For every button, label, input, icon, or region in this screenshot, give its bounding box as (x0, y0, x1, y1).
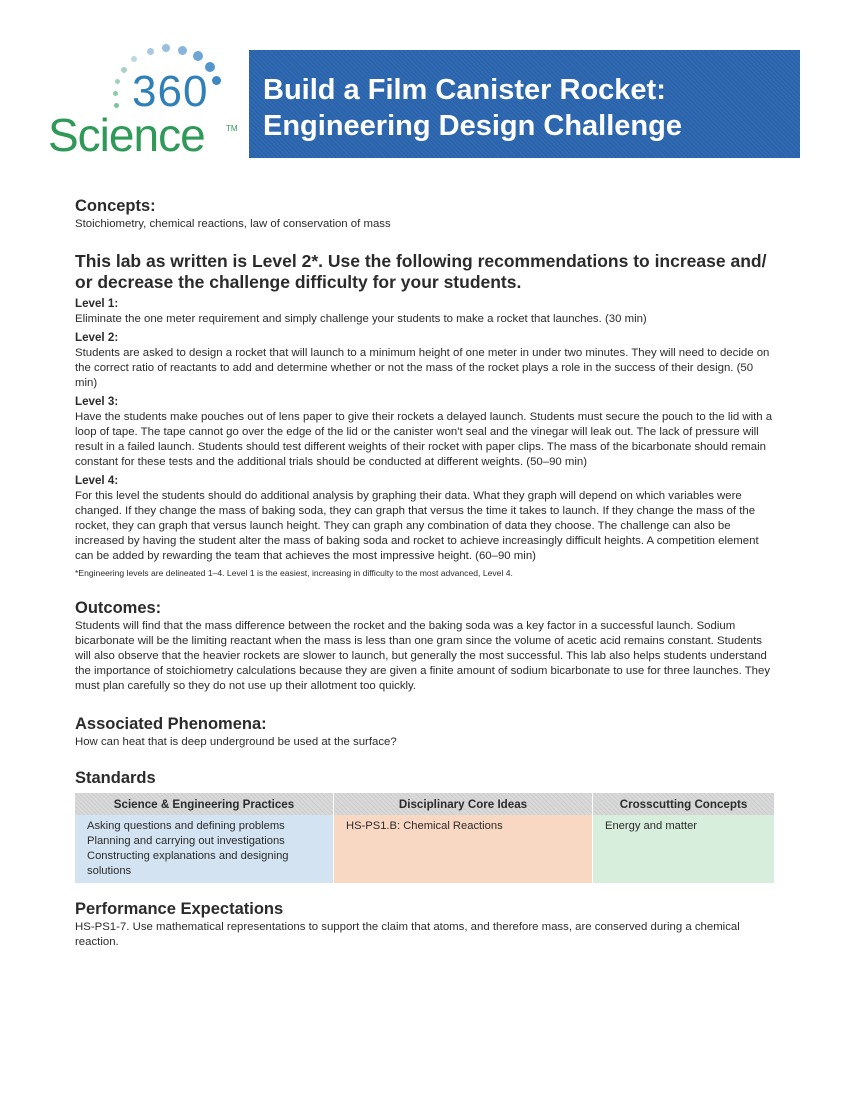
levels-heading-line2: or decrease the challenge difficulty for your students. (75, 272, 522, 292)
levels-heading-line1: This lab as written is Level 2*. Use the following recommendations to increase and/ (75, 251, 767, 271)
logo-dot (147, 48, 154, 55)
table-header-practices: Science & Engineering Practices (75, 793, 334, 815)
title-banner (249, 50, 800, 158)
table-header-crosscutting: Crosscutting Concepts (593, 793, 775, 815)
crosscutting-item: Energy and matter (605, 820, 698, 832)
outcomes-section (75, 598, 775, 694)
logo-wordmark: Science (48, 109, 205, 161)
levels-footnote: *Engineering levels are delineated 1–4. Level 1 is the easiest, increasing in difficulty to the most advanced, Level 4. (75, 568, 513, 578)
logo-dot (178, 46, 187, 55)
logo-360-science (44, 42, 244, 162)
outcomes-heading: Outcomes: (75, 599, 162, 617)
page-title-line2: Engineering Design Challenge (263, 110, 682, 142)
page-title (263, 72, 682, 144)
phenomena-text: How can heat that is deep underground be used at the surface? (75, 736, 397, 748)
standards-table (75, 793, 775, 883)
main-content (75, 196, 775, 950)
outcomes-text: Students will find that the mass difference between the rocket and the baking soda was a key factor in a successful launch. Sodium bicarbonate will be the limiting reactant when the mass is less than one gram since the volume of acetic acid remains constant. Students will also observe that the heavier rockets are slower to launch, but generally the most successful. This lab also helps students understand the importance of stoichiometry calculations because they are given a finite amount of sodium bicarbonate to use for three launches. They must plan carefully so they do not use up their allotment too quickly. (75, 620, 771, 692)
level-item (75, 296, 775, 327)
practice-item: Constructing explanations and designing (87, 850, 289, 862)
performance-heading: Performance Expectations (75, 900, 284, 918)
core-idea-item: HS-PS1.B: Chemical Reactions (346, 820, 503, 832)
logo-dot (121, 67, 127, 73)
logo-dot (113, 91, 118, 96)
table-header-row (75, 793, 775, 815)
level-label: Level 1: (75, 297, 119, 310)
page-title-line1: Build a Film Canister Rocket: (263, 74, 666, 106)
level-label: Level 3: (75, 395, 119, 408)
concepts-text: Stoichiometry, chemical reactions, law of conservation of mass (75, 218, 391, 230)
level-text: For this level the students should do additional analysis by graphing their data. What they graph will depend on which variables were changed. If they change the mass of baking soda, they can graph that versus the time it takes to launch. If they change the mass of the rocket, they can graph that versus launch height. They can graph any combination of data they choose. The challenge can also be increased by having the student alter the mass of baking soda and rocket to achieve increasingly difficult heights. A competition element can be added by rewarding the team that achieves the most impressive height. (60–90 min) (75, 490, 759, 562)
logo-dot (131, 56, 137, 62)
levels-heading (75, 251, 775, 293)
logo-dot (114, 103, 119, 108)
level-text: Have the students make pouches out of lens paper to give their rockets a delayed launch. Students must secure the pouch to the lid with a loop of tape. The tape cannot go over the edge of the lid or the canister won't seal and the vinegar will leak out. The lack of pressure will result in a failed launch. Students should test different weights of their rocket with paper clips. The mass of the bicarbonate should remain constant for these tests and the additional trials should be conducted at different weights. (50–90 min) (75, 411, 773, 468)
standards-heading: Standards (75, 769, 156, 787)
standards-section (75, 768, 775, 883)
level-text: Eliminate the one meter requirement and simply challenge your students to make a rocket that launches. (30 min) (75, 313, 647, 325)
crosscutting-cell (593, 815, 775, 883)
phenomena-heading: Associated Phenomena: (75, 715, 267, 733)
level-item (75, 473, 775, 564)
concepts-section (75, 196, 775, 232)
concepts-heading: Concepts: (75, 197, 156, 215)
practice-item: Asking questions and defining problems (87, 820, 285, 832)
level-text: Students are asked to design a rocket that will launch to a minimum height of one meter in under two minutes. They will need to decide on the correct ratio of reactants to add and determine whether or not the mass of the rocket plays a role in the success of their design. (50 min) (75, 347, 770, 389)
practices-cell (75, 815, 334, 883)
performance-text: HS-PS1-7. Use mathematical representations to support the claim that atoms, and therefore mass, are conserved during a chemical reaction. (75, 921, 740, 948)
performance-section (75, 899, 775, 950)
phenomena-section (75, 714, 775, 750)
logo-dot (193, 51, 203, 61)
levels-section (75, 251, 775, 580)
table-header-core-ideas: Disciplinary Core Ideas (334, 793, 593, 815)
level-item (75, 330, 775, 391)
logo-number: 360 (132, 67, 209, 116)
logo-trademark: TM (226, 124, 238, 133)
logo-dot (212, 76, 221, 85)
table-row (75, 815, 775, 883)
practice-item: Planning and carrying out investigations (87, 835, 285, 847)
logo-dot (115, 79, 120, 84)
practice-item: solutions (87, 865, 132, 877)
core-ideas-cell (334, 815, 593, 883)
level-label: Level 2: (75, 331, 119, 344)
level-item (75, 394, 775, 470)
level-label: Level 4: (75, 474, 119, 487)
logo-dot (162, 44, 170, 52)
